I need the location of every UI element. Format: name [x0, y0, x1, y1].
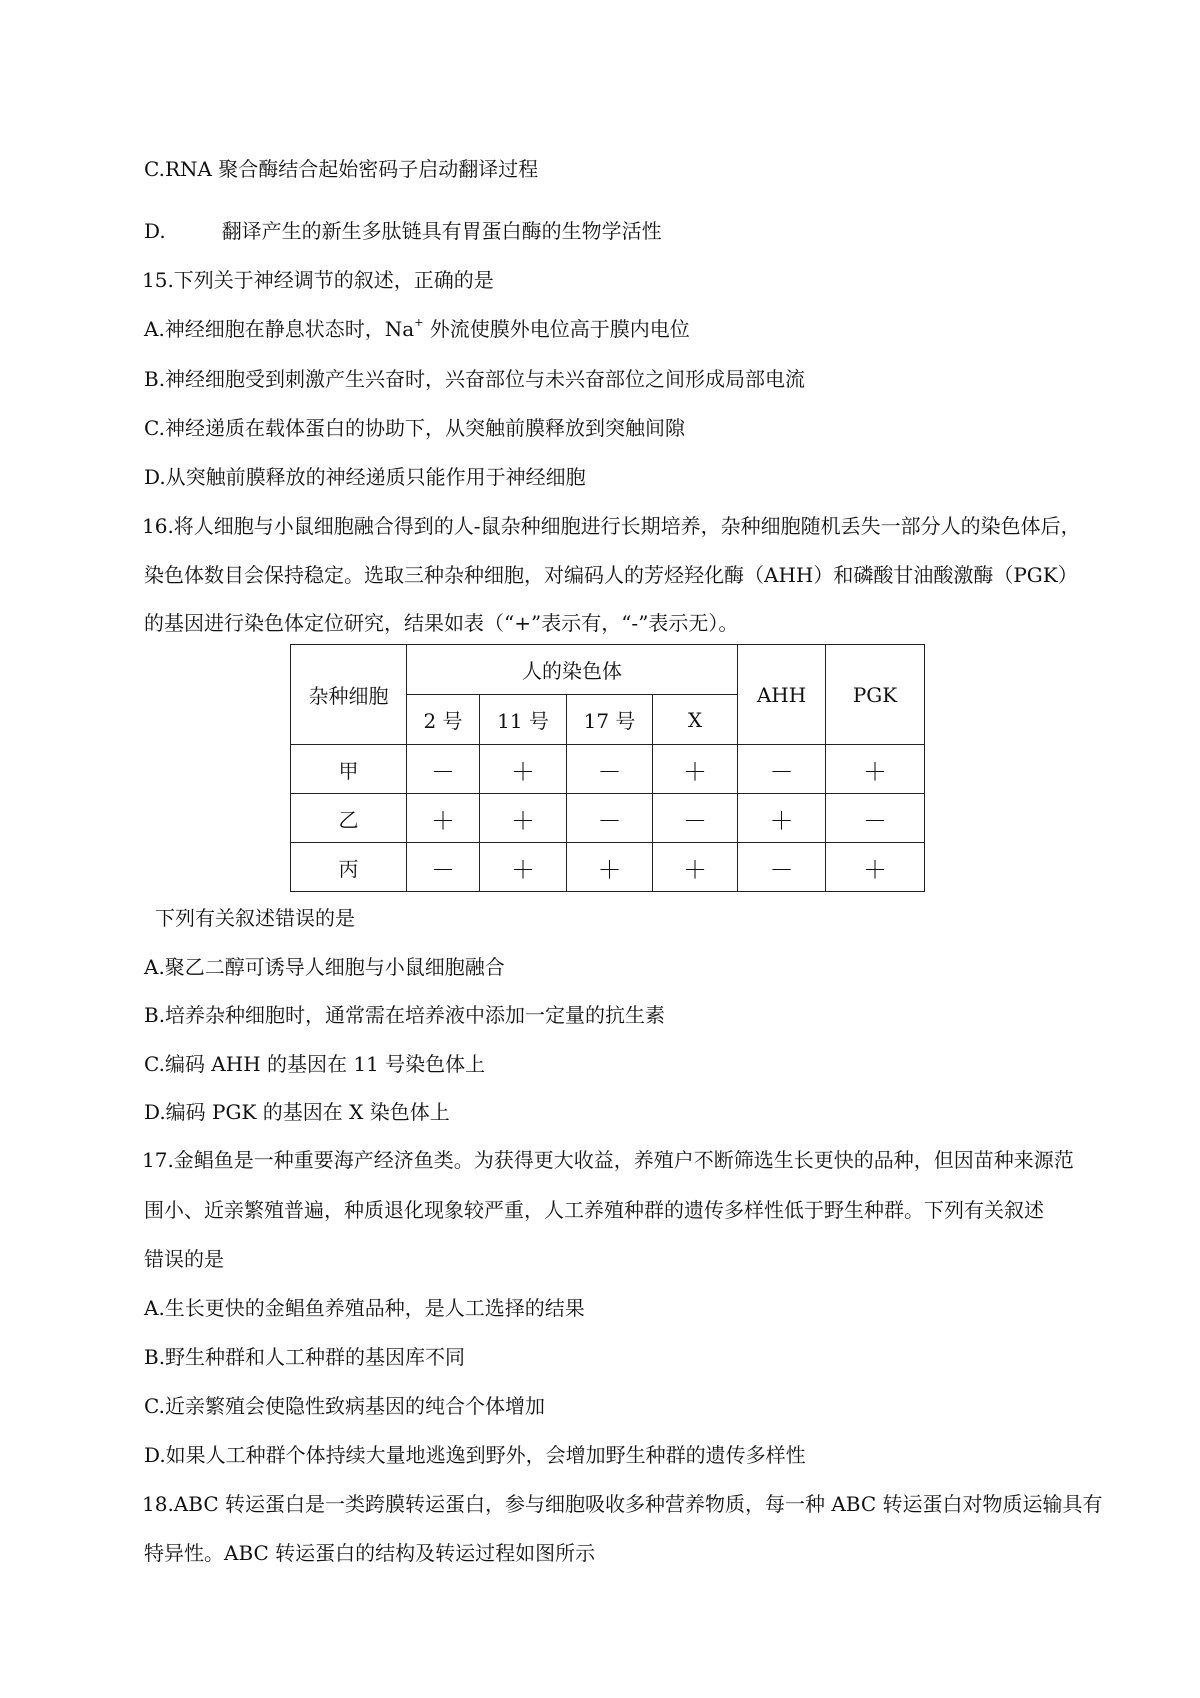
- row-label: 乙: [291, 794, 407, 843]
- q14-option-d-letter: D.: [144, 219, 166, 243]
- q15-option-a-post: 外流使膜外电位高于膜内电位: [423, 317, 690, 341]
- q16-option-b: B.培养杂种细胞时，通常需在培养液中添加一定量的抗生素: [144, 1003, 666, 1027]
- q16-option-d: D.编码 PGK 的基因在 X 染色体上: [144, 1100, 450, 1124]
- q15-option-b: B.神经细胞受到刺激产生兴奋时，兴奋部位与未兴奋部位之间形成局部电流: [144, 367, 806, 391]
- q18-stem-line1: 18.ABC 转运蛋白是一类跨膜转运蛋白，参与细胞吸收多种营养物质，每一种 ABC 转运蛋白对物质运输具有: [142, 1492, 1103, 1516]
- chromosome-table: [290, 644, 925, 892]
- table-row: [291, 745, 925, 794]
- cell: ＋: [407, 794, 480, 843]
- q15-option-a-pre: A.神经细胞在静息状态时，Na: [144, 317, 415, 341]
- header-ahh: AHH: [738, 645, 826, 745]
- q17-option-a: A.生长更快的金鲳鱼养殖品种，是人工选择的结果: [144, 1296, 585, 1320]
- cell: －: [567, 794, 653, 843]
- cell: －: [738, 843, 826, 892]
- cell: ＋: [738, 794, 826, 843]
- q16-option-c: C.编码 AHH 的基因在 11 号染色体上: [144, 1052, 486, 1076]
- q14-option-c: C.RNA 聚合酶结合起始密码子启动翻译过程: [144, 157, 539, 181]
- row-label: 甲: [291, 745, 407, 794]
- q16-stem-line2: 染色体数目会保持稳定。选取三种杂种细胞，对编码人的芳烃羟化酶（AHH）和磷酸甘油酸激酶（PGK）: [144, 563, 1078, 587]
- header-human-chromosome: 人的染色体: [407, 645, 738, 695]
- cell: ＋: [480, 843, 567, 892]
- table-row: [291, 843, 925, 892]
- q15-option-d: D.从突触前膜释放的神经递质只能作用于神经细胞: [144, 465, 586, 489]
- q14-option-d: [144, 217, 662, 245]
- cell: －: [653, 794, 738, 843]
- cell: ＋: [653, 745, 738, 794]
- q17-option-b: B.野生种群和人工种群的基因库不同: [144, 1345, 466, 1369]
- q16-stem-line3: 的基因进行染色体定位研究，结果如表（“+”表示有，“-”表示无）。: [144, 611, 739, 635]
- q16-stem-line1: 16.将人细胞与小鼠细胞融合得到的人-鼠杂种细胞进行长期培养，杂种细胞随机丢失一部分人的染色体后，: [142, 514, 1081, 538]
- header-chr-17: 17 号: [567, 695, 653, 745]
- cell: ＋: [567, 843, 653, 892]
- q16-option-a: A.聚乙二醇可诱导人细胞与小鼠细胞融合: [144, 955, 505, 979]
- header-hybrid-cell: 杂种细胞: [291, 645, 407, 745]
- cell: －: [738, 745, 826, 794]
- q15-option-a: [144, 315, 690, 343]
- cell: －: [407, 843, 480, 892]
- q18-stem-line2: 特异性。ABC 转运蛋白的结构及转运过程如图所示: [144, 1541, 596, 1565]
- header-chr-2: 2 号: [407, 695, 480, 745]
- cell: ＋: [480, 745, 567, 794]
- q17-option-c: C.近亲繁殖会使隐性致病基因的纯合个体增加: [144, 1394, 545, 1418]
- q17-stem-line2: 围小、近亲繁殖普遍，种质退化现象较严重，人工养殖种群的遗传多样性低于野生种群。下列有关叙述: [144, 1198, 1044, 1222]
- header-chr-x: X: [653, 695, 738, 745]
- header-chr-11: 11 号: [480, 695, 567, 745]
- cell: －: [407, 745, 480, 794]
- q17-stem-line3: 错误的是: [144, 1247, 224, 1271]
- row-label: 丙: [291, 843, 407, 892]
- q17-stem-line1: 17.金鲳鱼是一种重要海产经济鱼类。为获得更大收益，养殖户不断筛选生长更快的品种，但因苗种来源范: [142, 1148, 1074, 1172]
- cell: －: [826, 794, 925, 843]
- na-charge: +: [414, 316, 424, 329]
- q17-option-d: D.如果人工种群个体持续大量地逃逸到野外，会增加野生种群的遗传多样性: [144, 1443, 806, 1467]
- table-row: [291, 794, 925, 843]
- header-pgk: PGK: [826, 645, 925, 745]
- q15-stem: 15.下列关于神经调节的叙述，正确的是: [142, 268, 494, 292]
- q15-option-c: C.神经递质在载体蛋白的协助下，从突触前膜释放到突触间隙: [144, 416, 685, 440]
- cell: ＋: [480, 794, 567, 843]
- cell: ＋: [653, 843, 738, 892]
- cell: ＋: [826, 745, 925, 794]
- cell: ＋: [826, 843, 925, 892]
- cell: －: [567, 745, 653, 794]
- q14-option-d-text: 翻译产生的新生多肽链具有胃蛋白酶的生物学活性: [221, 219, 662, 243]
- q16-prompt: 下列有关叙述错误的是: [155, 906, 355, 930]
